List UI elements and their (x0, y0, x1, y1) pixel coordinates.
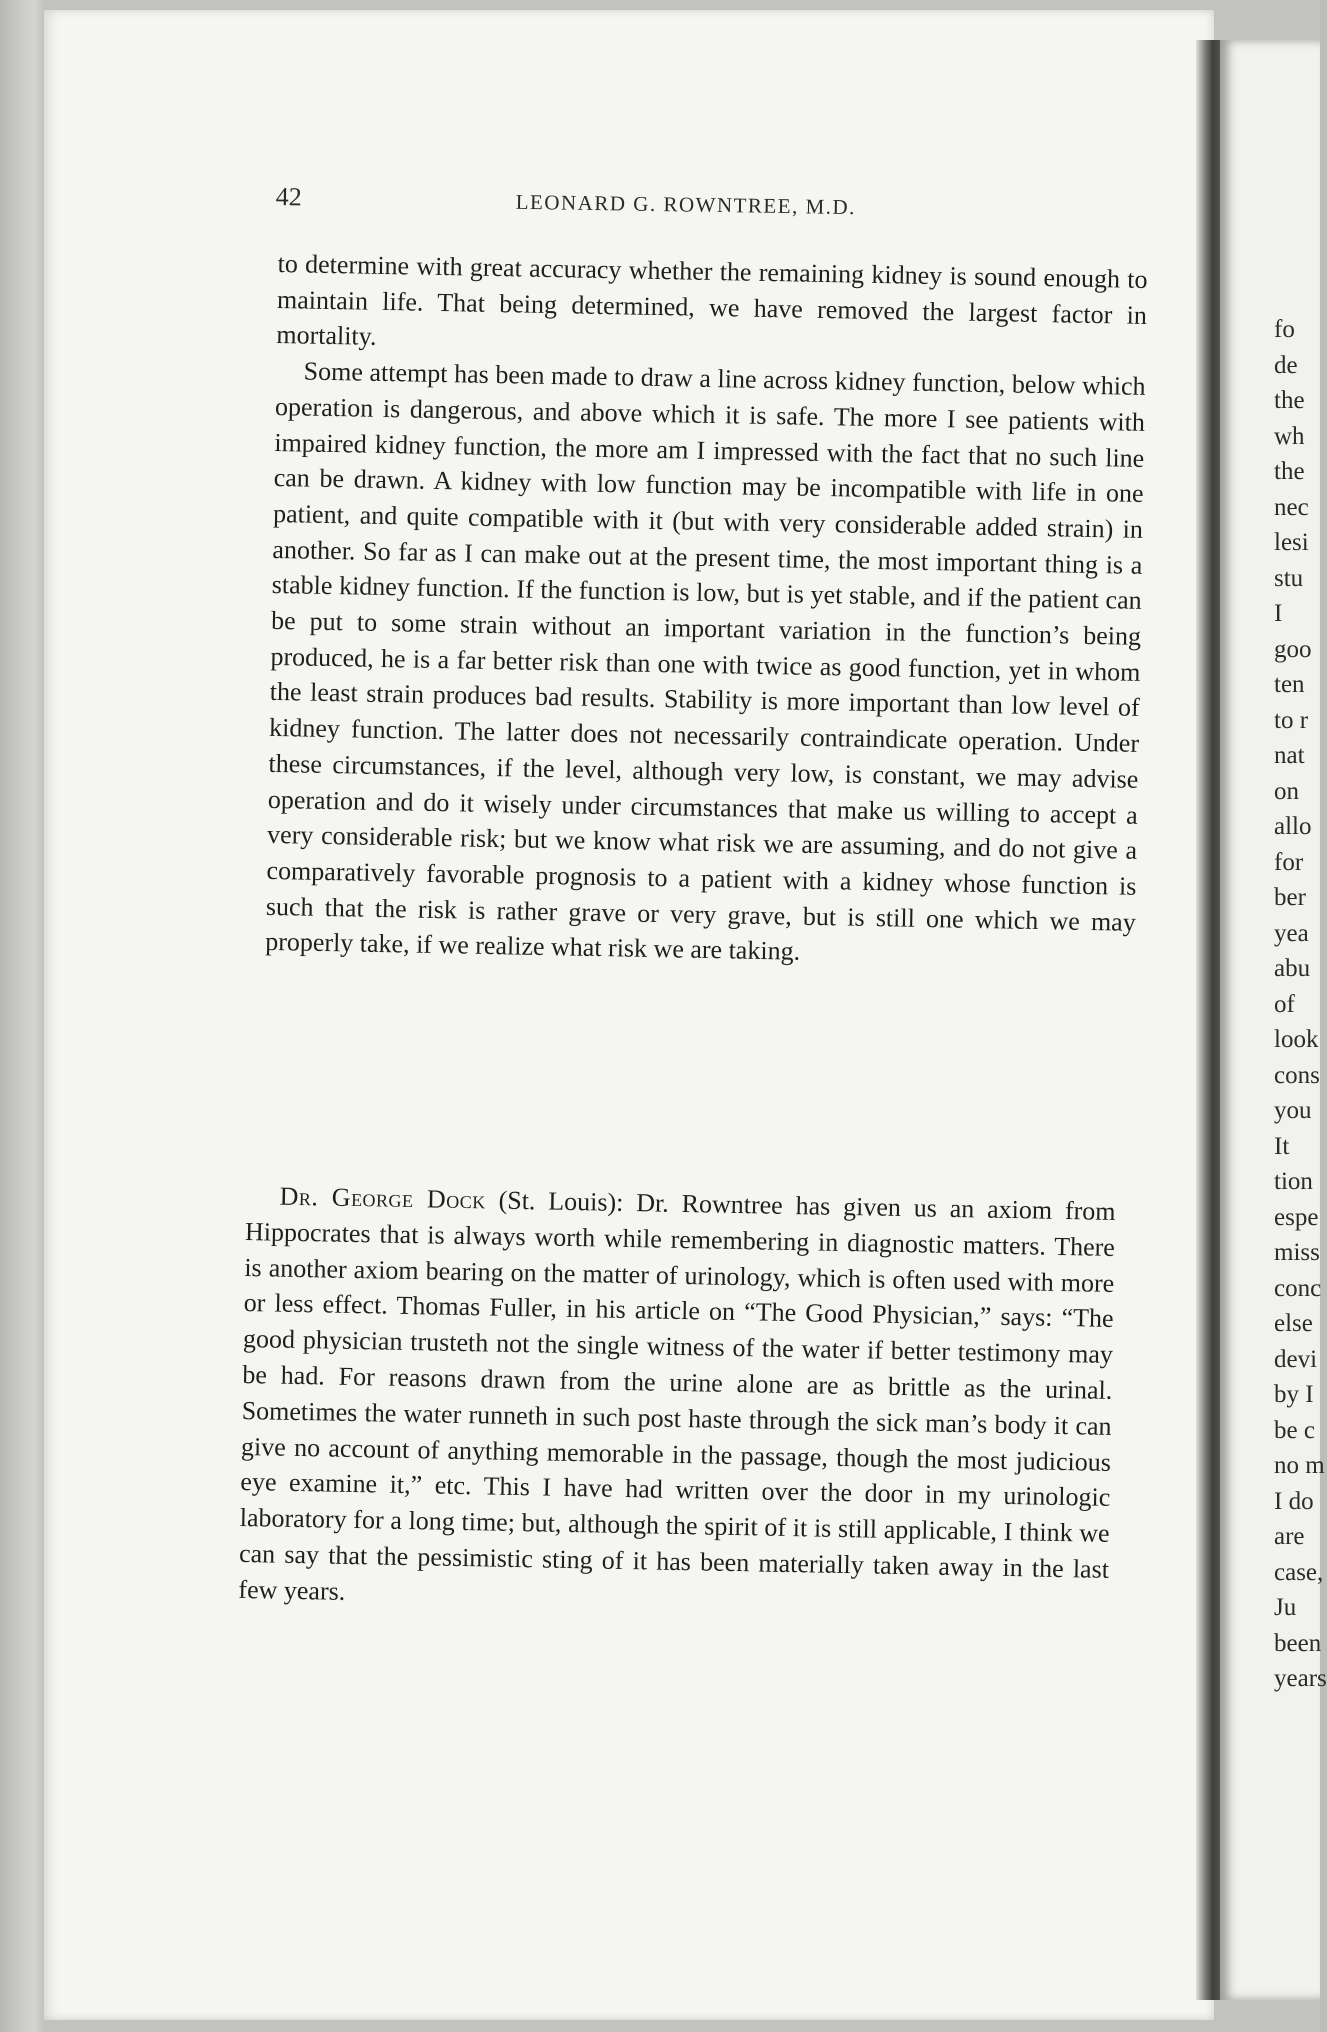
fragment: stu (1274, 564, 1304, 592)
fragment: tion (1274, 1168, 1313, 1195)
fragment: else (1274, 1310, 1313, 1337)
fragment: for (1274, 848, 1304, 876)
fragment: Ju (1274, 1594, 1297, 1621)
fragment: It (1274, 1132, 1290, 1160)
fragment: devi (1274, 1345, 1318, 1373)
fragment: wh (1274, 422, 1305, 450)
fragment: by I (1274, 1381, 1314, 1408)
fragment: de (1274, 351, 1298, 379)
fragment: abu (1274, 955, 1311, 982)
fragment: look (1274, 1026, 1319, 1053)
fragment: fo (1274, 316, 1295, 343)
fragment: lesi (1274, 529, 1309, 556)
fragment: miss (1274, 1239, 1320, 1266)
fragment: goo (1274, 635, 1312, 663)
fragment: yea (1274, 919, 1309, 947)
discussion-text: Dr. Rowntree has given us an axiom from Hippocrates that is always worth while remembering in diagnostic matters. There is another axiom bearing on the matter of urinology, which is often used with more or less effect. Thomas Fuller, in his article on “The Good Physician,” says: “The good physician trusteth not the single witness of the water if better testimony may be had. For reasons drawn from the urine alone are as brittle as the urinal. Sometimes the water runneth in such post haste through the sick man’s body it can give no account of anything memorable in the passage, though the most judicious eye examine it,” etc. This I have had written over the door in my urinologic laboratory for a long time; but, although the spirit of it is still applicable, I think we can say that the pessimistic sting of it has been materially taken away in the last few years. (238, 1188, 1116, 1606)
fragment: you (1274, 1097, 1312, 1124)
fragment: case, (1274, 1558, 1324, 1586)
fragment: cons (1274, 1061, 1320, 1089)
discussion-paragraph (238, 1178, 1116, 1623)
fragment: ten (1274, 671, 1305, 698)
fragment: are (1274, 1523, 1305, 1550)
fragment: the (1274, 387, 1305, 414)
book-spine (1196, 40, 1220, 2000)
fragment: I (1274, 600, 1283, 627)
fragment: nec (1274, 493, 1309, 521)
fragment: ber (1274, 884, 1306, 911)
fragment: allo (1274, 813, 1312, 840)
fragment: espe (1274, 1203, 1319, 1231)
fragment: of (1274, 990, 1295, 1018)
fragment: on (1274, 777, 1299, 805)
fragment: the (1274, 458, 1305, 485)
paragraph-continued: to determine with great accuracy whether the remaining kidney is sound enough to maintain life. That being determined, we have removed the largest factor in mortality. (276, 248, 1148, 352)
discussion-remark (238, 1178, 1116, 1623)
fragment: no m (1274, 1452, 1325, 1479)
fragment: nat (1274, 742, 1305, 769)
facing-page-text (1274, 312, 1327, 1697)
article-body (265, 246, 1148, 976)
fragment: conc (1274, 1274, 1322, 1302)
paragraph-kidney-function: Some attempt has been made to draw a line across kidney function, below which operation is dangerous, and above which it is safe. The more I see patients with impaired kidney function, the more am I impressed with the fact that no such line can be drawn. A kidney with low function may be incompatible with life in one patient, and quite compatible with it (but with very considerable added strain) in another. So far as I can make out at the present time, the most important thing is a stable kidney function. If the function is low, but is yet stable, and if the patient can be put to some strain without an important variation in the function’s being produced, he is a far better risk than one with twice as good function, yet in whom the least strain produces bad results. Stability is more important than low level of kidney function. The latter does not necessarily contraindicate operation. Under these circumstances, if the level, although very low, is constant, we may advise operation and do it wisely under circumstances that make us willing to accept a very considerable risk; but we know what risk we are assuming, and do not give a comparatively favorable prognosis to a patient with a kidney whose function is such that the risk is rather grave or very grave, but is still one which we may properly take, if we realize what risk we are taking. (264, 356, 1146, 967)
fragment: been (1274, 1629, 1322, 1657)
page-number: 42 (275, 182, 302, 212)
fragment: I do (1274, 1487, 1314, 1515)
fragment: be c (1274, 1416, 1315, 1444)
speaker-name: Dr. George Dock (279, 1181, 486, 1215)
running-head: LEONARD G. ROWNTREE, M.D. (515, 189, 857, 220)
fragment: years (1274, 1665, 1327, 1692)
speaker-affiliation: (St. Louis): (498, 1185, 624, 1217)
fragment: to r (1274, 706, 1309, 734)
